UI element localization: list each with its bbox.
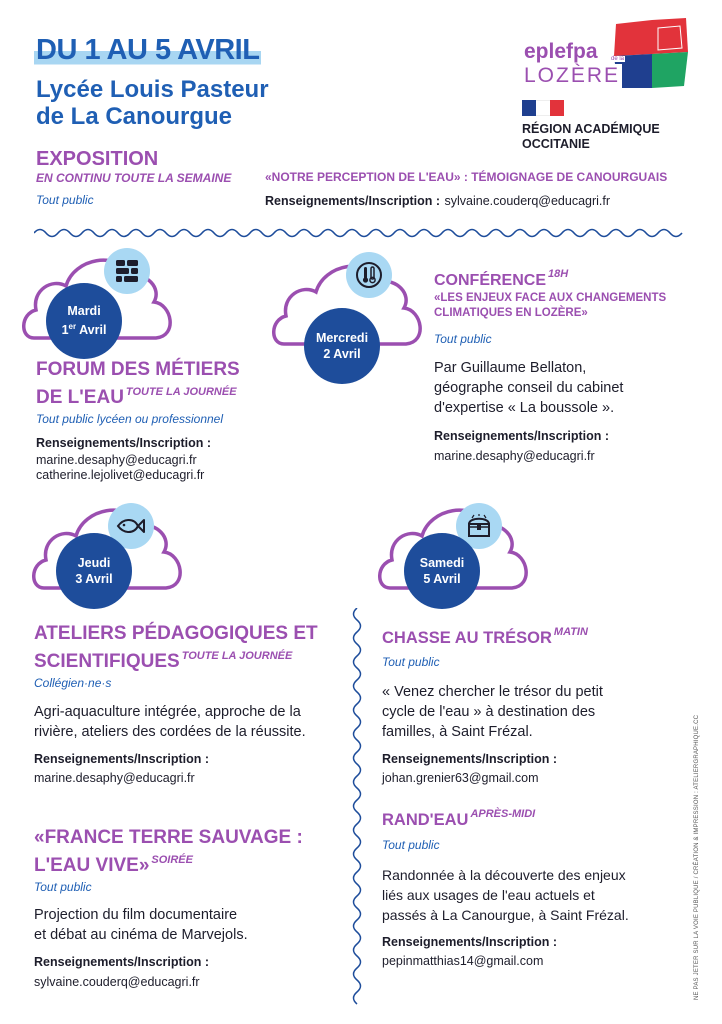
conference-audience: Tout public <box>434 332 492 346</box>
mercredi-date: 2 Avril <box>323 347 361 361</box>
eplefpa-logo-mark <box>612 18 692 90</box>
randeau-audience: Tout public <box>382 838 440 852</box>
school-name <box>36 76 269 130</box>
france-title-line1: «FRANCE TERRE SAUVAGE : <box>34 827 303 848</box>
conference-title: CONFÉRENCE $^{18H}$ <box>434 268 569 289</box>
ateliers-title <box>34 622 318 673</box>
france-audience: Tout public <box>34 880 92 894</box>
ateliers-when: TOUTE LA JOURNÉE <box>181 650 293 662</box>
conference-contact-label: Renseignements/Inscription : <box>434 429 610 443</box>
france-title-line2: L'EAU VIVE» $^{SOIRÉE}$ <box>34 854 193 876</box>
chasse-audience: Tout public <box>382 655 440 669</box>
exposition-contact <box>265 192 610 210</box>
france-desc: Projection du film documentaire et débat au cinéma de Marvejols. <box>34 907 248 943</box>
jeudi-date-badge <box>56 533 132 609</box>
dates-headline: DU 1 AU 5 AVRIL <box>36 34 260 66</box>
mercredi-icon-circle <box>346 252 392 298</box>
forum-title <box>36 358 240 409</box>
print-credit-note: NE PAS JETER SUR LA VOIE PUBLIQUE / CRÉATION & IMPRESSION : ATELIERGRAPHIQUE.CC <box>694 714 700 1000</box>
mercredi-day: Mercredi <box>315 331 369 345</box>
forum-audience: Tout public lycéen ou professionnel <box>36 412 224 426</box>
region-logo <box>522 100 702 156</box>
eplefpa-region: LOZÈRE <box>524 64 621 87</box>
exposition-when: EN CONTINU TOUTE LA SEMAINE <box>36 171 232 185</box>
exposition-title: EXPOSITION <box>36 148 159 170</box>
ateliers-desc: Agri-aquaculture intégrée, approche de la rivière, ateliers des cordées de la réussite. <box>34 704 306 740</box>
ateliers-audience: Collégien·ne·s <box>34 676 112 690</box>
school-name-line2: de La Canourgue <box>36 103 233 130</box>
vertical-wavy-divider <box>350 608 364 1008</box>
eplefpa-small: de la <box>611 56 625 62</box>
school-name-line1: Lycée Louis Pasteur <box>36 76 269 103</box>
chasse-desc: « Venez chercher le trésor du petit cycle de l'eau » à destination des familles, à Saint Frézal. <box>382 684 603 740</box>
jeudi-date: 3 Avril <box>75 572 113 586</box>
samedi-date: 5 Avril <box>423 572 461 586</box>
randeau-desc: Randonnée à la découverte des enjeux liés aux usages de l'eau actuels et passés à La Canourgue, à Saint Frézal. <box>382 867 629 923</box>
chasse-contact-label: Renseignements/Inscription : <box>382 752 558 766</box>
forum-email-2[interactable]: catherine.lejolivet@educagri.fr <box>36 468 205 482</box>
forum-when: TOUTE LA JOURNÉE <box>125 386 237 398</box>
ateliers-email[interactable]: marine.desaphy@educagri.fr <box>34 771 195 785</box>
conference-subject: «LES ENJEUX FACE AUX CHANGEMENTS CLIMATIQUES EN LOZÈRE» <box>434 292 667 319</box>
planning-icon <box>114 258 140 284</box>
france-contact-label: Renseignements/Inscription : <box>34 955 210 969</box>
exposition-subject: «NOTRE PERCEPTION DE L'EAU» : TÉMOIGNAGE DE CANOURGUAIS <box>265 170 668 184</box>
ateliers-contact-label: Renseignements/Inscription : <box>34 752 210 766</box>
forum-title-line2: DE L'EAU $^{TOUTE LA JOURNÉE}$ <box>36 386 237 408</box>
france-title <box>34 826 303 877</box>
region-line2: OCCITANIE <box>522 137 590 151</box>
treasure-chest-icon <box>466 514 492 538</box>
mardi-date-badge <box>46 283 122 359</box>
conference-email[interactable]: marine.desaphy@educagri.fr <box>434 449 595 463</box>
forum-email-1[interactable]: marine.desaphy@educagri.fr <box>36 453 197 467</box>
fish-icon <box>116 516 146 536</box>
samedi-date-badge <box>404 533 480 609</box>
chasse-title: CHASSE AU TRÉSOR $^{MATIN}$ <box>382 626 588 647</box>
eplefpa-logo <box>520 18 700 90</box>
ateliers-title-line2: SCIENTIFIQUES $^{TOUTE LA JOURNÉE}$ <box>34 650 293 672</box>
chasse-when: MATIN <box>553 626 588 638</box>
randeau-contact-label: Renseignements/Inscription : <box>382 935 558 949</box>
exposition-email[interactable]: sylvaine.couderq@educagri.fr <box>444 194 611 208</box>
mardi-date: 1er Avril <box>61 322 107 338</box>
exposition-audience: Tout public <box>36 193 94 207</box>
exposition-contact-label: Renseignements/Inscription : <box>265 194 441 208</box>
conference-desc: Par Guillaume Bellaton, géographe conseil du cabinet d'expertise « La boussole ». <box>434 360 624 416</box>
ateliers-title-line1: ATELIERS PÉDAGOGIQUES ET <box>34 623 318 644</box>
samedi-day: Samedi <box>419 556 465 570</box>
forum-title-line1: FORUM DES MÉTIERS <box>36 359 240 380</box>
chasse-email[interactable]: johan.grenier63@gmail.com <box>382 771 539 785</box>
conference-time: 18H <box>548 268 569 280</box>
mercredi-date-badge <box>304 308 380 384</box>
france-when: SOIRÉE <box>151 854 193 866</box>
randeau-when: APRÈS-MIDI <box>470 808 536 820</box>
randeau-title: RAND'EAU $^{APRÈS-MIDI}$ <box>382 808 536 829</box>
mardi-day: Mardi <box>67 304 101 319</box>
wavy-divider <box>34 226 690 240</box>
france-email[interactable]: sylvaine.couderq@educagri.fr <box>34 975 200 989</box>
thermometer-icon <box>355 261 383 289</box>
marianne-flag-icon <box>522 100 564 116</box>
jeudi-day: Jeudi <box>77 556 111 570</box>
eplefpa-name: eplefpa <box>524 40 598 63</box>
mardi-icon-circle <box>104 248 150 294</box>
region-line1: RÉGION ACADÉMIQUE <box>522 122 660 136</box>
forum-contact-label: Renseignements/Inscription : <box>36 436 212 450</box>
randeau-email[interactable]: pepinmatthias14@gmail.com <box>382 954 544 968</box>
